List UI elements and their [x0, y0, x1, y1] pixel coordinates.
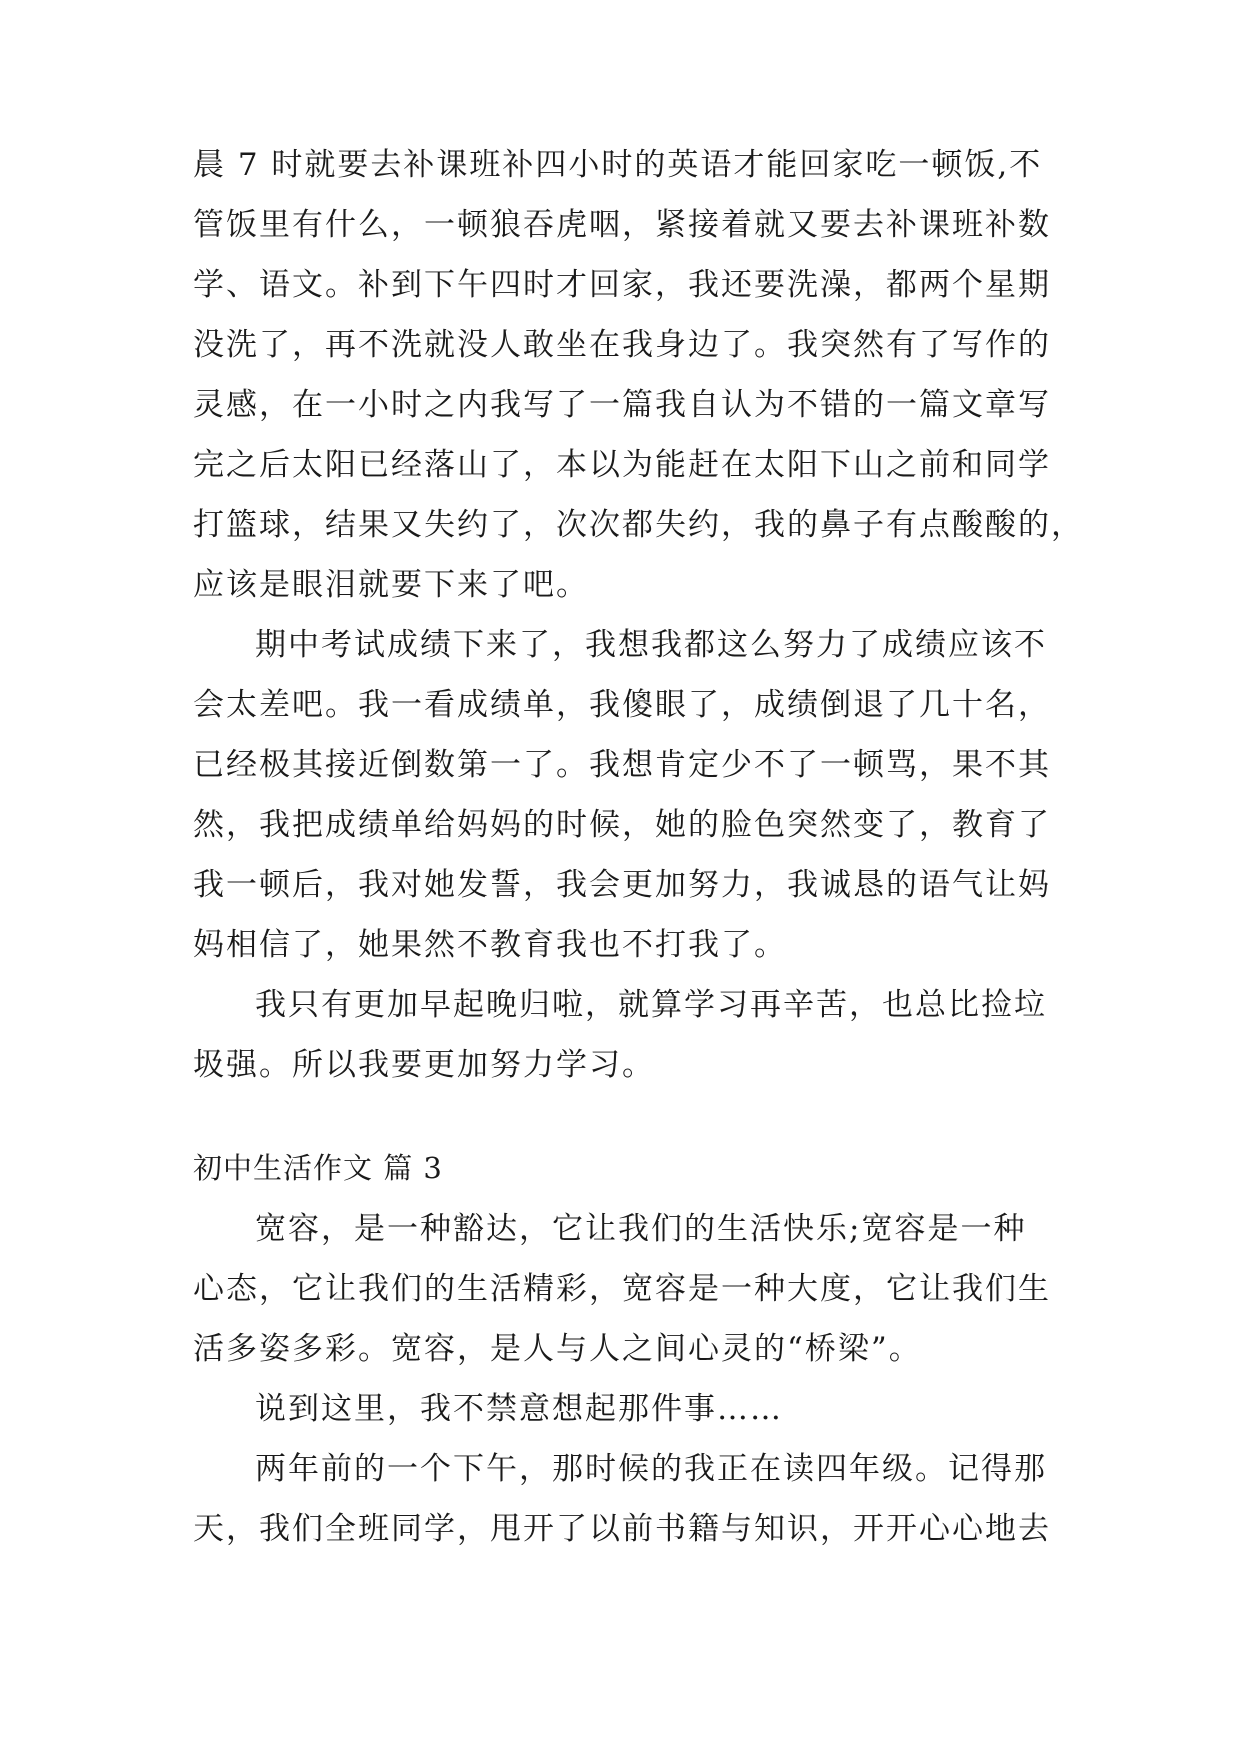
- text-line: 活多姿多彩。宽容，是人与人之间心灵的“桥梁”。: [193, 1331, 922, 1367]
- text-line: 完之后太阳已经落山了，本以为能赶在太阳下山之前和同学: [193, 447, 1051, 483]
- text-line: 两年前的一个下午，那时候的我正在读四年级。记得那: [255, 1451, 1047, 1487]
- text-line: 打篮球，结果又失约了，次次都失约，我的鼻子有点酸酸的，: [193, 507, 1084, 543]
- text-line: 期中考试成绩下来了，我想我都这么努力了成绩应该不: [255, 627, 1047, 663]
- text-line: 灵感，在一小时之内我写了一篇我自认为不错的一篇文章写: [193, 387, 1051, 423]
- essay3-paragraph-2: [193, 1379, 1063, 1439]
- text-line: 已经极其接近倒数第一了。我想肯定少不了一顿骂，果不其: [193, 747, 1051, 783]
- essay2-paragraph-3: [193, 975, 1063, 1095]
- essay3-heading: 初中生活作文 篇 3: [193, 1151, 443, 1185]
- text-line: 心态，它让我们的生活精彩，宽容是一种大度，它让我们生: [193, 1271, 1051, 1307]
- text-line: 妈相信了，她果然不教育我也不打我了。: [193, 927, 787, 963]
- text-line: 晨 7 时就要去补课班补四小时的英语才能回家吃一顿饭,不: [193, 147, 1043, 183]
- text-line: 圾强。所以我要更加努力学习。: [193, 1047, 655, 1083]
- text-line: 我一顿后，我对她发誓，我会更加努力，我诚恳的语气让妈: [193, 867, 1051, 903]
- text-line: 宽容，是一种豁达，它让我们的生活快乐;宽容是一种: [255, 1211, 1027, 1247]
- essay3-paragraph-1: [193, 1199, 1063, 1379]
- essay2-paragraph-2: [193, 615, 1063, 975]
- essay2-paragraph-1: [193, 135, 1084, 615]
- text-line: 没洗了，再不洗就没人敢坐在我身边了。我突然有了写作的: [193, 327, 1051, 363]
- text-line: 然，我把成绩单给妈妈的时候，她的脸色突然变了，教育了: [193, 807, 1051, 843]
- text-line: 说到这里，我不禁意想起那件事……: [255, 1391, 783, 1427]
- text-line: 天，我们全班同学，甩开了以前书籍与知识，开开心心地去: [193, 1511, 1051, 1547]
- text-line: 学、语文。补到下午四时才回家，我还要洗澡，都两个星期: [193, 267, 1051, 303]
- text-line: 应该是眼泪就要下来了吧。: [193, 567, 589, 603]
- text-line: 会太差吧。我一看成绩单，我傻眼了，成绩倒退了几十名，: [193, 687, 1051, 723]
- essay3-paragraph-3: [193, 1439, 1063, 1559]
- text-line: 管饭里有什么，一顿狼吞虎咽，紧接着就又要去补课班补数: [193, 207, 1051, 243]
- text-line: 我只有更加早起晚归啦，就算学习再辛苦，也总比捡垃: [255, 987, 1047, 1023]
